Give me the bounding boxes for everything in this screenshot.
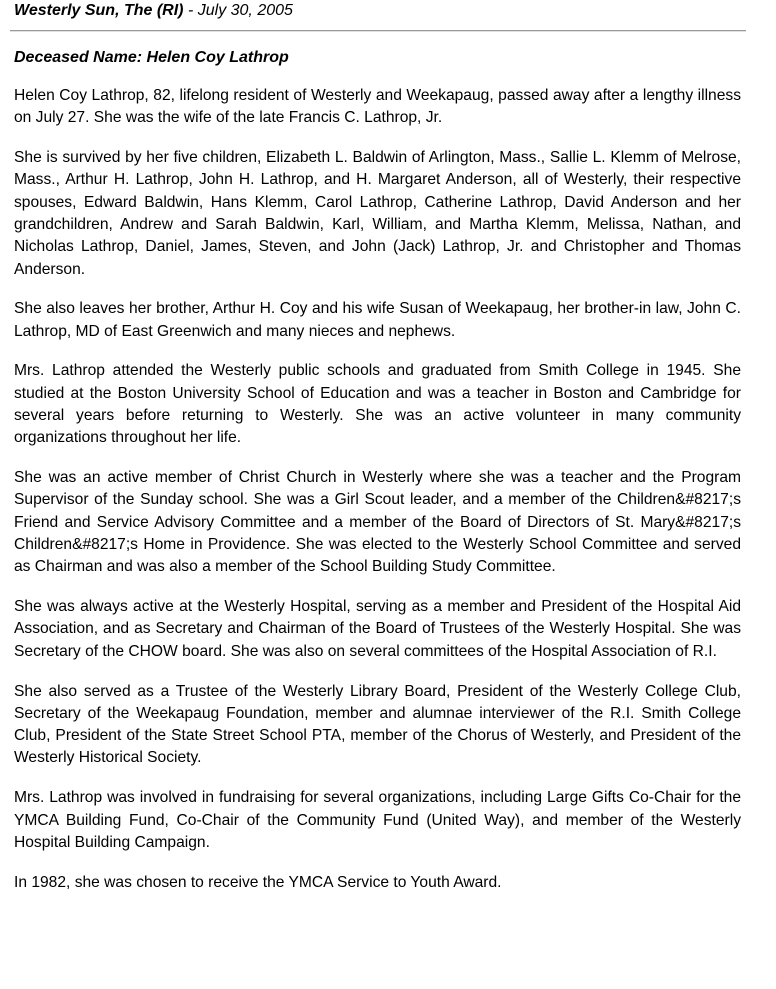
deceased-name-heading: Deceased Name: Helen Coy Lathrop <box>14 49 289 66</box>
paragraph-fundraising: Mrs. Lathrop was involved in fundraising for several organizations, including Large Gifts Co-Chair for the YMCA Building Fund, Co-Chair of the Community Fund (United Way), and member of the Westerly Hospital Building Campaign. <box>14 789 741 851</box>
paragraph-siblings: She also leaves her brother, Arthur H. Coy and his wife Susan of Weekapaug, her brother-in law, John C. Lathrop, MD of East Greenwich and many nieces and nephews. <box>14 300 741 340</box>
paragraph-church: She was an active member of Christ Church in Westerly where she was a teacher and the Program Supervisor of the Sunday school. She was a Girl Scout leader, and a member of the Children&#8217;s Friend and Service Advisory Committee and a member of the Board of Directors of St. Mary&#8217;s Children&#8217;s Home in Providence. She was elected to the Westerly School Committee and served as Chairman and was also a member of the School Building Study Committee. <box>14 469 741 576</box>
header-divider <box>10 30 746 32</box>
paragraph-intro: Helen Coy Lathrop, 82, lifelong resident of Westerly and Weekapaug, passed away after a lengthy illness on July 27. She was the wife of the late Francis C. Lathrop, Jr. <box>14 87 741 127</box>
publication-date: July 30, 2005 <box>197 2 293 19</box>
paragraph-hospital: She was always active at the Westerly Hospital, serving as a member and President of the Hospital Aid Association, and as Secretary and Chairman of the Board of Trustees of the Westerly Hospital. She was Secretary of the CHOW board. She was also on several committees of the Hospital Association of R.I. <box>14 598 741 660</box>
obituary-body <box>14 47 741 911</box>
paragraph-survivors: She is survived by her five children, Elizabeth L. Baldwin of Arlington, Mass., Sallie L. Klemm of Melrose, Mass., Arthur H. Lathrop, John H. Lathrop, and H. Margaret Anderson, all of Westerly, their respective spouses, Edward Baldwin, Hans Klemm, Carol Lathrop, Catherine Lathrop, David Anderson and her grandchildren, Andrew and Sarah Baldwin, Karl, William, and Martha Klemm, Melissa, Nathan, and Nicholas Lathrop, Daniel, James, Steven, and John (Jack) Lathrop, Jr. and Christopher and Thomas Anderson. <box>14 149 741 278</box>
paragraph-award: In 1982, she was chosen to receive the YMCA Service to Youth Award. <box>14 873 502 891</box>
paragraph-education: Mrs. Lathrop attended the Westerly public schools and graduated from Smith College in 1945. She studied at the Boston University School of Education and was a teacher in Boston and Cambridge for several years before returning to Westerly. She was an active volunteer in many community organizations throughout her life. <box>14 362 741 447</box>
date-separator: - <box>183 2 198 19</box>
paragraph-organizations: She also served as a Trustee of the Westerly Library Board, President of the Westerly College Club, Secretary of the Weekapaug Foundation, member and alumnae interviewer of the R.I. Smith College Club, President of the State Street School PTA, member of the Chorus of Westerly, and President of the Westerly Historical Society. <box>14 682 741 767</box>
article-header <box>14 0 293 22</box>
newspaper-source: Westerly Sun, The (RI) <box>14 2 184 19</box>
